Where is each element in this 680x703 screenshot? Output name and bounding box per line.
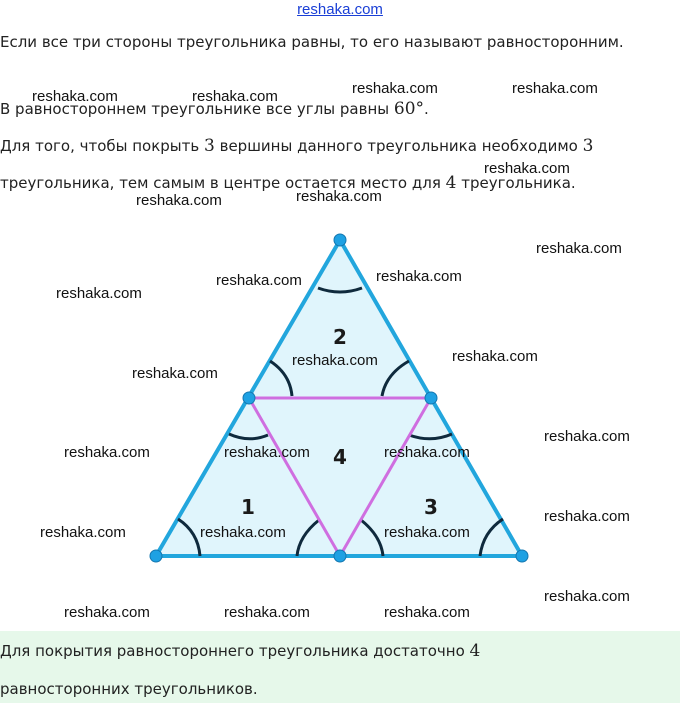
watermark: reshaka.com: [292, 352, 378, 369]
watermark: reshaka.com: [544, 588, 630, 605]
watermark: reshaka.com: [544, 428, 630, 445]
watermark: reshaka.com: [32, 88, 118, 105]
angle-value: 60°: [393, 99, 425, 119]
cover-number-1: 3: [204, 136, 215, 156]
watermark: reshaka.com: [216, 272, 302, 289]
vertex-mid-left: [243, 392, 255, 404]
watermark: reshaka.com: [224, 604, 310, 621]
conclusion-line2: равносторонних треугольников.: [0, 680, 258, 698]
watermark: reshaka.com: [132, 365, 218, 382]
watermark: reshaka.com: [384, 524, 470, 541]
cover-text-a: Для того, чтобы покрыть: [0, 137, 205, 155]
watermark: reshaka.com: [56, 285, 142, 302]
watermark: reshaka.com: [352, 80, 438, 97]
cover-number-3: 4: [445, 173, 457, 193]
conclusion-number: 4: [469, 641, 481, 661]
watermark: reshaka.com: [384, 444, 470, 461]
conclusion-box: [0, 631, 680, 703]
watermark: reshaka.com: [384, 604, 470, 621]
paragraph-definition: Если все три стороны треугольника равны, то его называют равносторонним.: [0, 33, 624, 51]
vertex-top: [334, 234, 346, 246]
angles-suffix: .: [424, 100, 429, 118]
watermark: reshaka.com: [224, 444, 310, 461]
triangle-label-left: 1: [241, 495, 255, 519]
watermark: reshaka.com: [192, 88, 278, 105]
cover-text-d: треугольника.: [456, 174, 576, 192]
watermark: reshaka.com: [484, 160, 570, 177]
watermark: reshaka.com: [536, 240, 622, 257]
cover-number-2: 3: [582, 136, 594, 156]
angles-text: В равностороннем треугольнике все углы равны: [0, 100, 394, 118]
conclusion-line1: [0, 640, 480, 662]
triangle-label-top: 2: [333, 325, 347, 349]
watermark: reshaka.com: [376, 268, 462, 285]
watermark: reshaka.com: [512, 80, 598, 97]
triangle-label-center: 4: [333, 445, 347, 469]
cover-text-c: треугольника, тем самым в центре остается место для: [0, 174, 446, 192]
site-link[interactable]: reshaka.com: [297, 1, 383, 18]
watermark: reshaka.com: [296, 188, 382, 205]
watermark: reshaka.com: [136, 192, 222, 209]
watermark: reshaka.com: [544, 508, 630, 525]
vertex-bottom-mid: [334, 550, 346, 562]
watermark: reshaka.com: [64, 604, 150, 621]
conclusion-text: Для покрытия равностороннего треугольника достаточно: [0, 642, 470, 660]
vertex-mid-right: [425, 392, 437, 404]
triangle-label-right: 3: [424, 495, 438, 519]
watermark: reshaka.com: [64, 444, 150, 461]
watermark: reshaka.com: [40, 524, 126, 541]
vertex-bottom-left: [150, 550, 162, 562]
watermark: reshaka.com: [452, 348, 538, 365]
vertex-bottom-right: [516, 550, 528, 562]
cover-text-b: вершины данного треугольника необходимо: [214, 137, 583, 155]
watermark: reshaka.com: [200, 524, 286, 541]
